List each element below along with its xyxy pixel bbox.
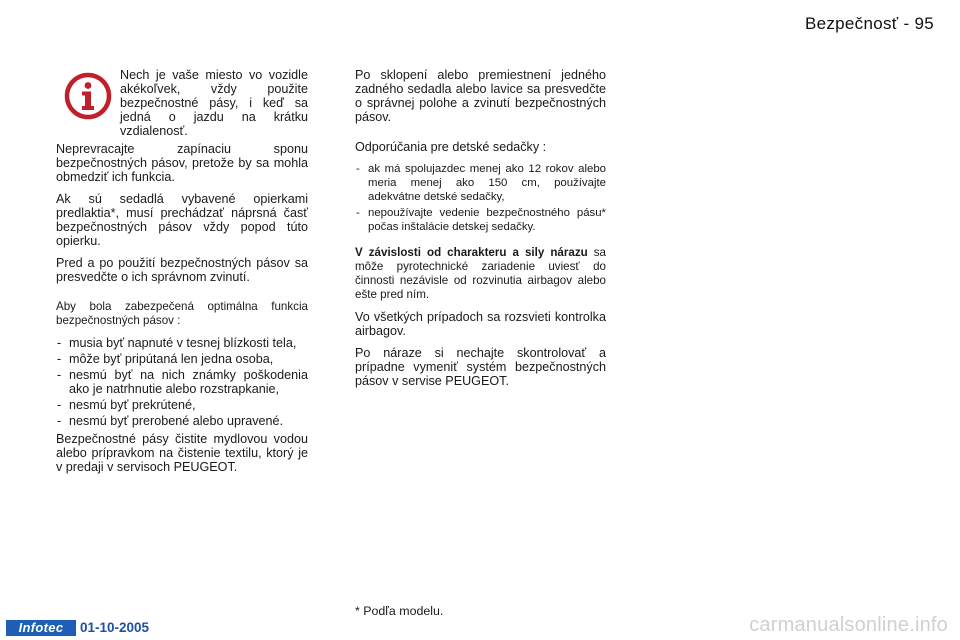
info-text: Nech je vaše miesto vo vozidle akékoľvek, vždy použite bezpečnostné pásy, i keď sa jedná o jazdu na krátku vzdialenosť. bbox=[120, 68, 308, 138]
note-text: sa môže pyrotechnické zariadenie uviesť do činnosti nezávisle od rozvinutia airbagov alebo ešte pred ním. bbox=[355, 246, 606, 301]
list-item: - nesmú byť prerobené alebo upravené. bbox=[56, 414, 308, 428]
child-seat-list bbox=[355, 162, 606, 234]
paragraph: Vo všetkých prípadoch sa rozsvieti kontrolka airbagov. bbox=[355, 310, 606, 338]
infotec-logo: Infotec bbox=[6, 620, 76, 636]
child-seat-title: Odporúčania pre detské sedačky : bbox=[355, 140, 547, 154]
paragraph: Ak sú sedadlá vybavené opierkami predlaktia*, musí prechádzať náprsná časť bezpečnostných pásov vždy popod túto opierku. bbox=[56, 192, 308, 248]
list-item: - musia byť napnuté v tesnej blízkosti tela, bbox=[56, 336, 308, 350]
left-column bbox=[56, 68, 308, 482]
list-item: - nesmú byť na nich známky poškodenia ako je natrhnutie alebo rozstrapkanie, bbox=[56, 368, 308, 396]
list-item: - nepoužívajte vedenie bezpečnostného pásu* počas inštalácie detskej sedačky. bbox=[355, 206, 606, 234]
paragraph: Bezpečnostné pásy čistite mydlovou vodou alebo prípravkom na čistenie textilu, ktorý je v predaji v servisoch PEUGEOT. bbox=[56, 432, 308, 474]
paragraph: Po sklopení alebo premiestnení jedného zadného sedadla alebo lavice sa presvedčte o správnej polohe a zvinutí bezpečnostných pásov. bbox=[355, 68, 606, 124]
paragraph: Po náraze si nechajte skontrolovať a prípadne vymeniť systém bezpečnostných pásov v servise PEUGEOT. bbox=[355, 346, 606, 388]
paragraph: Neprevracajte zapínaciu sponu bezpečnostných pásov, pretože by sa mohla obmedziť ich funkcia. bbox=[56, 142, 308, 184]
pyrotechnic-note bbox=[355, 246, 606, 302]
list-item: - môže byť pripútaná len jedna osoba, bbox=[56, 352, 308, 366]
info-note bbox=[56, 68, 308, 136]
list-item: - nesmú byť prekrútené, bbox=[56, 398, 308, 412]
watermark: carmanualsonline.info bbox=[749, 614, 948, 636]
footnote: * Podľa modelu. bbox=[355, 604, 444, 618]
right-column bbox=[355, 68, 606, 396]
list-item: - ak má spolujazdec menej ako 12 rokov alebo meria menej ako 150 cm, používajte adekvátne detské sedačky, bbox=[355, 162, 606, 204]
requirements-list bbox=[56, 336, 308, 428]
info-icon bbox=[64, 72, 112, 120]
bold-text: V závislosti od charakteru a sily nárazu bbox=[355, 246, 588, 259]
page-title: Bezpečnosť - 95 bbox=[804, 14, 934, 33]
footer-date: 01-10-2005 bbox=[80, 620, 150, 635]
note-title: Aby bola zabezpečená optimálna funkcia bezpečnostných pásov : bbox=[56, 300, 308, 327]
paragraph: Pred a po použití bezpečnostných pásov sa presvedčte o ich správnom zvinutí. bbox=[56, 256, 308, 284]
